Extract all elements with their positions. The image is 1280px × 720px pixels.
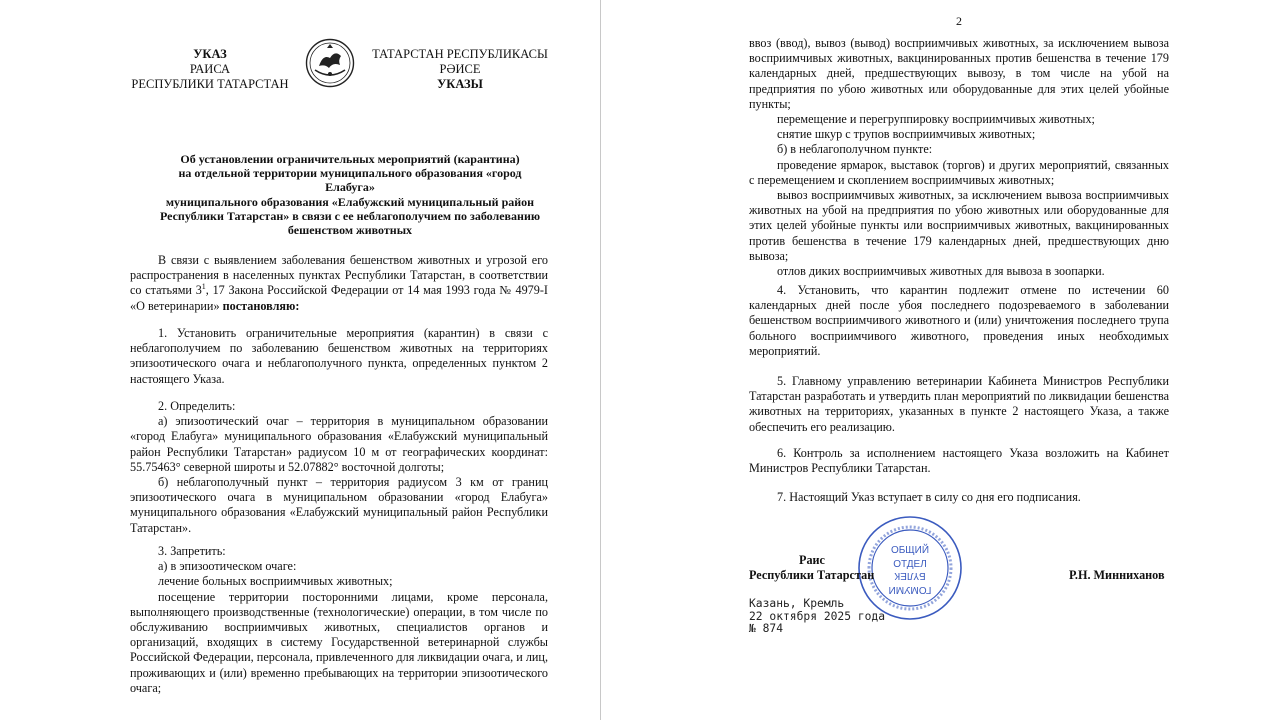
signer-title-1: Раис [799,553,825,567]
item-4 [749,283,1169,359]
title-line: Республики Татарстан» в связи с ее неблагополучием по заболеванию [159,208,541,223]
item-3a1-text: лечение больных восприимчивых животных; [158,574,393,589]
item-2 [130,399,548,536]
cont-3-text: снятие шкур с трупов восприимчивых животных; [777,127,1036,142]
header-right [362,47,558,92]
preamble [130,253,548,314]
item-3-head: 3. Запретить: [158,544,226,558]
item-6-text: 6. Контроль за исполнением настоящего Указа возложить на Кабинет Министров Республики Татарстан. [749,446,1169,476]
stamp-line-1: ОБЩИЙ [890,545,930,556]
header-right-line-3: УКАЗЫ [437,77,483,91]
cont-1-text: ввоз (ввод), вывоз (вывод) восприимчивых животных, за исключением вывоза восприимчивых животных, вакцинированных против бешенства в течение 179 календарных дней, предшествующих вывозу, в том числе на убой на предприятия по убою животных или оборудованные для этих целей убойные пункты; [749,36,1169,111]
stamp-line-4: БҮЛЕК [894,570,926,581]
tatarstan-emblem-icon [305,38,355,88]
header-left-line-2: РАИСА [189,62,231,76]
title-line: на отдельной территории муниципального образования «город Елабуга» [178,166,522,195]
item-5-text: 5. Главному управлению ветеринарии Кабинета Министров Республики Татарстан разработать и утвердить план мероприятий по ликвидации бешенства животных на территориях, указанных в пункте 2 настоящего Указа, а также обеспечить его реализацию. [749,374,1169,434]
signer-title-2: Республики Татарстан [749,568,875,582]
decree-number: № 874 [749,622,784,636]
preamble-text-cont: , 17 Закона Российской Федерации от 14 мая 1993 года № 4979-I «О ветеринарии» [130,283,548,313]
item-4-text: 4. Установить, что карантин подлежит отмене по истечении 60 календарных дней после убоя последнего подозреваемого в заболевании бешенством восприимчивого животного и (или) уничтожения последнего трупа больного восприимчивого животного, проведения иных необходимых мероприятий. [749,283,1169,358]
page-2 [601,0,1280,720]
cont-2-text: перемещение и перегруппировку восприимчивых животных; [777,112,1095,127]
page-1 [0,0,600,720]
item-1-text: 1. Установить ограничительные мероприятия (карантин) в связи с неблагополучием по заболеванию бешенством животных на территориях эпизоотического очага и неблагополучного пункта, определенных пунктом 2 настоящего Указа. [130,326,548,386]
item-7 [749,490,1169,505]
preamble-bold: постановляю: [222,298,300,313]
header-left-line-3: РЕСПУБЛИКИ ТАТАРСТАН [131,77,289,91]
item-5 [749,374,1169,435]
title-line: муниципального образования «Елабужский муниципальный район [165,194,535,209]
decree-place: Казань, Кремль [749,597,845,610]
title-line: Об установлении ограничительных мероприятий (карантина) [180,152,520,166]
item-2-head: 2. Определить: [158,399,236,413]
item-3a-text: а) в эпизоотическом очаге: [158,559,297,574]
item-3b1-text: проведение ярмарок, выставок (торгов) и других мероприятий, связанных с перемещением и скоплением восприимчивых животных; [749,157,1169,187]
title-line: бешенством животных [287,223,413,238]
item-2b-text: б) неблагополучный пункт – территория радиусом 3 км от границ эпизоотического очага в муниципальном образовании «город Елабуга» муниципального образования «Елабужский муниципальный район Республики Татарстан». [130,475,548,535]
item-2a-text: а) эпизоотический очаг – территория в муниципальном образовании «город Елабуга» муниципального образования «Елабужский муниципальный район Республики Татарстан» радиусом 10 м от географических координат: 55.75463° северной широты и 52.07882° восточной долготы; [130,414,548,474]
header-left [120,47,300,92]
decree-place-date [749,598,885,636]
header-right-line-2: РӘИСЕ [439,62,481,76]
item-7-text: 7. Настоящий Указ вступает в силу со дня его подписания. [777,490,1081,504]
item-3b3-text: отлов диких восприимчивых животных для вывоза в зоопарки. [777,264,1105,279]
decree-title [155,152,545,237]
stamp-line-2: ОТДЕЛ [893,559,927,570]
item-3b-text: б) в неблагополучном пункте: [777,142,933,157]
decree-date: 22 октября 2025 года [749,609,886,623]
item-3 [130,544,548,696]
header-right-line-1: ТАТАРСТАН РЕСПУБЛИКАСЫ [372,47,548,61]
item-3a2-text: посещение территории посторонними лицами, кроме персонала, выполняющего производственные (технологические) операции, в том числе по обслуживанию восприимчивых животных, специалистов органов и организаций, входящих в систему Государственной ветеринарной службы Российской Федерации, персонала, привлеченного для ликвидации очага, и лиц, проживающих и (или) временно пребывающих на территории эпизоотического очага; [130,589,548,695]
item-1 [130,326,548,387]
signer-name: Р.Н. Минниханов [1069,568,1165,582]
preamble-text: В связи с выявлением заболевания бешенством животных и угрозой его распространения в населенных пунктах Республики Татарстан, в соответствии со статьями 3 [130,253,548,298]
preamble-superscript: 1 [201,282,206,292]
page-number: 2 [956,14,962,28]
item-6 [749,446,1169,476]
stamp-line-3: ГОМУМИ [888,584,932,595]
item-3-continued [749,36,1169,279]
item-3b2-text: вывоз восприимчивых животных, за исключением вывоза восприимчивых животных на убой на предприятия по убою животных или оборудованные для этих целей убойные пункты или восприимчивых животных, вакцинированных против бешенства в течение 179 календарных дней, предшествующих дню вывоза; [749,188,1169,263]
header-left-line-1: УКАЗ [193,47,227,61]
